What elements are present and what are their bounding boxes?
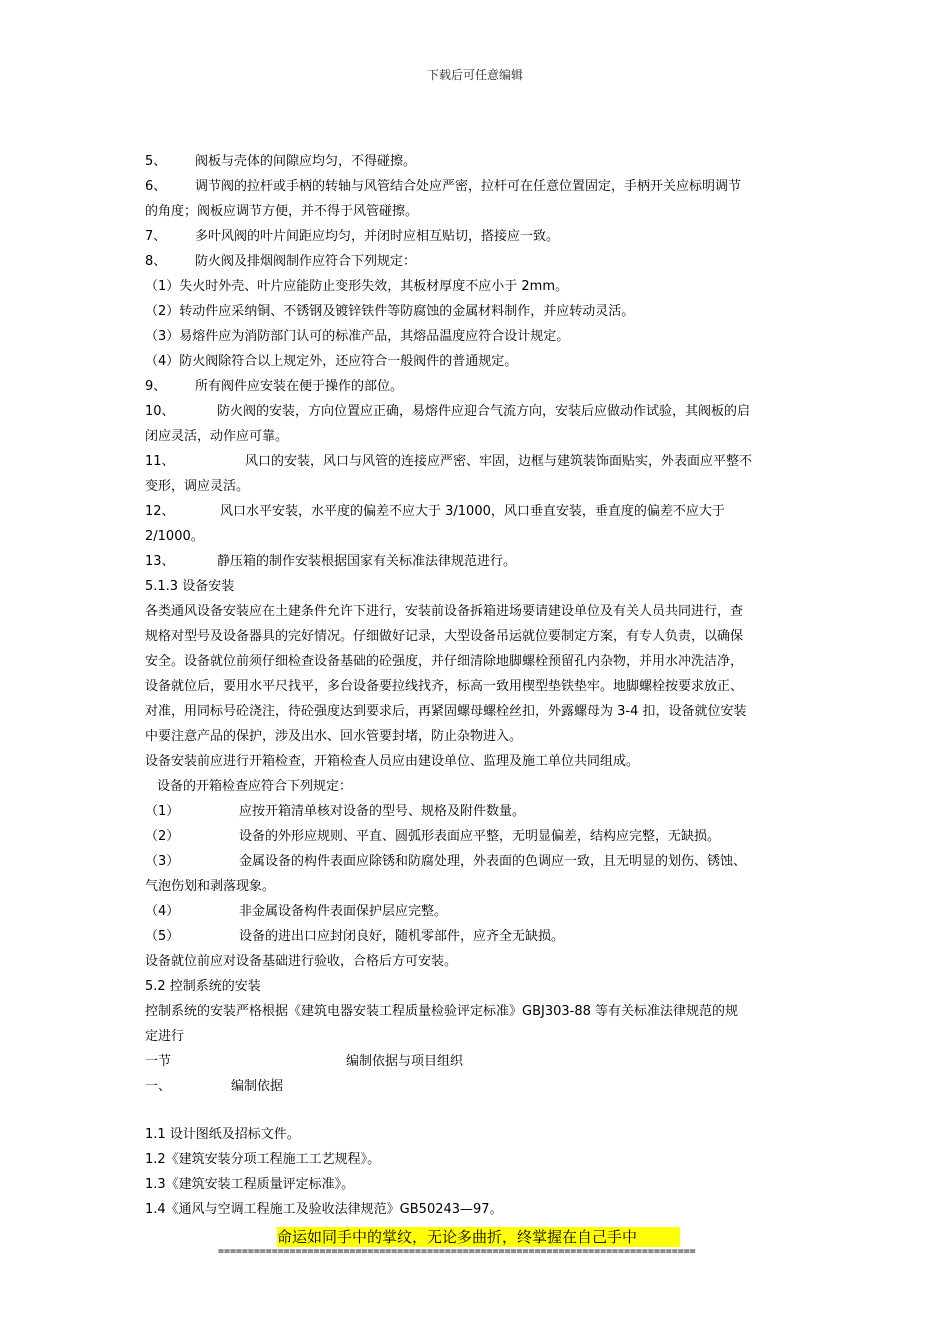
check-item-2: （2） 设备的外形应规则、平直、圆弧形表面应平整，无明显偏差，结构应完整，无缺损。 [145, 829, 721, 844]
item-6: 6、 调节阀的拉杆或手柄的转轴与风管结合处应严密，拉杆可在任意位置固定，手柄开关应标明调节 [145, 179, 742, 194]
reference-item: 1.1 设计图纸及招标文件。 [145, 1127, 300, 1142]
item-6-cont: 的角度；阀板应调节方便，并不得于风管碰擦。 [145, 204, 419, 219]
reference-item: 1.2《建筑安装分项工程施工工艺规程》。 [145, 1152, 381, 1167]
check-item-3: （3） 金属设备的构件表面应除锈和防腐处理，外表面的色调应一致，且无明显的划伤、锈蚀、 [145, 854, 747, 869]
check-item-1: （1） 应按开箱清单核对设备的型号、规格及附件数量。 [145, 804, 526, 819]
item-10-cont: 闭应灵活，动作应可靠。 [145, 429, 289, 444]
item-8-1: （1）失火时外壳、叶片应能防止变形失效，其板材厚度不应小于 2mm。 [145, 279, 569, 294]
item-5: 5、 阀板与壳体的间隙应均匀，不得碰擦。 [145, 154, 417, 169]
item-8-2: （2）转动件应采纳铜、不锈钢及镀锌铁件等防腐蚀的金属材料制作，并应转动灵活。 [145, 304, 635, 319]
paragraph-line: 各类通风设备安装应在土建条件允许下进行，安装前设备拆箱进场要请建设单位及有关人员共同进行，查 [145, 604, 744, 619]
paragraph-line: 控制系统的安装严格根据《建筑电器安装工程质量检验评定标准》GBJ303-88 等有关标准法律规范的规 [145, 1004, 739, 1019]
item-8-4: （4）防火阀除符合以上规定外，还应符合一般阀件的普通规定。 [145, 354, 518, 369]
paragraph-line: 规格对型号及设备器具的完好情况。仔细做好记录，大型设备吊运就位要制定方案，有专人负责，以确保 [145, 629, 744, 644]
reference-item: 1.3《建筑安装工程质量评定标准》。 [145, 1177, 355, 1192]
item-9: 9、 所有阀件应安装在便于操作的部位。 [145, 379, 404, 394]
reference-item: 1.4《通风与空调工程施工及验收法律规范》GB50243—97。 [145, 1202, 503, 1217]
item-10: 10、 防火阀的安装，方向位置应正确，易熔件应迎合气流方向，安装后应做动作试验，其阀板的启 [145, 404, 751, 419]
paragraph-line: 设备的开箱检查应符合下列规定： [157, 779, 353, 794]
footer-quote-highlight: 命运如同手中的掌纹，无论多曲折，终掌握在自己手中 [277, 1227, 680, 1247]
paragraph-line: 设备就位前应对设备基础进行验收，合格后方可安装。 [145, 954, 458, 969]
footer-rule: ================================================================================ [218, 1246, 696, 1257]
page-header: 下载后可任意编辑 [426, 68, 523, 82]
item-11-cont: 变形，调应灵活。 [145, 479, 250, 494]
check-item-5: （5） 设备的进出口应封闭良好，随机零部件，应齐全无缺损。 [145, 929, 565, 944]
paragraph-line: 对准，用同标号砼浇注，待砼强度达到要求后，再紧固螺母螺栓丝扣，外露螺母为 3-4 扣，设备就位安装 [145, 704, 747, 719]
item-8-3: （3）易熔件应为消防部门认可的标准产品，其熔品温度应符合设计规定。 [145, 329, 570, 344]
check-item-4: （4） 非金属设备构件表面保护层应完整。 [145, 904, 448, 919]
paragraph-line: 安全。设备就位前须仔细检查设备基础的砼强度，并仔细清除地脚螺栓预留孔内杂物，并用水冲洗洁净， [145, 654, 744, 669]
paragraph-line: 设备就位后，要用水平尺找平，多台设备要拉线找齐，标高一致用楔型垫铁垫牢。地脚螺栓按要求放正、 [145, 679, 744, 694]
item-13: 13、 静压箱的制作安装根据国家有关标准法律规范进行。 [145, 554, 517, 569]
section-5-2: 5.2 控制系统的安装 [145, 979, 261, 994]
section-5-1-3: 5.1.3 设备安装 [145, 579, 235, 594]
subsection-heading: 一、 编制依据 [145, 1079, 284, 1094]
check-item-3-cont: 气泡伤划和剥落现象。 [145, 879, 276, 894]
item-7: 7、 多叶风阀的叶片间距应均匀，并闭时应相互贴切，搭接应一致。 [145, 229, 560, 244]
item-11: 11、 风口的安装，风口与风管的连接应严密、牢固，边框与建筑装饰面贴实，外表面应平整不 [145, 454, 753, 469]
item-12: 12、 风口水平安装，水平度的偏差不应大于 3/1000，风口垂直安装，垂直度的偏差不应大于 [145, 504, 725, 519]
paragraph-line: 定进行 [145, 1029, 185, 1044]
paragraph-line: 设备安装前应进行开箱检查，开箱检查人员应由建设单位、监理及施工单位共同组成。 [145, 754, 640, 769]
section-heading: 一节 编制依据与项目组织 [145, 1054, 464, 1069]
item-8: 8、 防火阀及排烟阀制作应符合下列规定： [145, 254, 417, 269]
paragraph-line: 中要注意产品的保护，涉及出水、回水管要封堵，防止杂物进入。 [145, 729, 523, 744]
item-12-cont: 2/1000。 [145, 529, 204, 544]
